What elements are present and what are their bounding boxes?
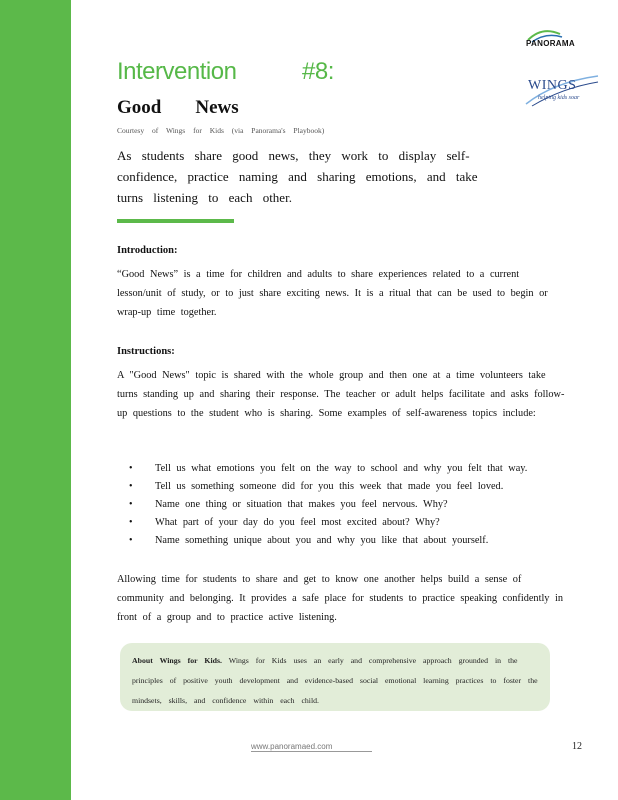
logo-group bbox=[522, 28, 602, 108]
wings-logo-tagline: helping kids soar bbox=[538, 95, 580, 101]
bullet-icon: • bbox=[129, 517, 133, 528]
page-title bbox=[117, 58, 334, 86]
instructions-heading: Instructions: bbox=[117, 346, 175, 357]
instructions-body: A "Good News" topic is shared with the whole group and then one at a time volunteers take turns standing up and sharing their response. The teacher or adult helps facilitate and asks follow-up questions to the student who is sharing. Some examples of self-awareness topics include: bbox=[117, 370, 565, 419]
topic-text: Name one thing or situation that makes you feel nervous. Why? bbox=[155, 499, 448, 510]
topic-text: Tell us something someone did for you this week that made you feel loved. bbox=[155, 481, 504, 492]
title-text: Intervention bbox=[117, 58, 237, 85]
bullet-icon: • bbox=[129, 481, 133, 492]
subtitle-word-2: News bbox=[195, 97, 239, 118]
topic-text: What part of your day do you feel most excited about? Why? bbox=[155, 517, 440, 528]
topic-text: Tell us what emotions you felt on the way to school and why you felt that way. bbox=[155, 463, 528, 474]
panorama-logo-text: PANORAMA bbox=[526, 39, 575, 48]
wings-logo bbox=[524, 74, 600, 108]
list-item bbox=[117, 514, 567, 532]
callout-text bbox=[132, 651, 542, 711]
topic-text: Name something unique about you and why you like that about yourself. bbox=[155, 535, 489, 546]
closing-paragraph: Allowing time for students to share and get to know one another helps build a sense of community and belonging. It provides a safe place for students to practice speaking confidently in front of a group and to practice active listening. bbox=[117, 574, 564, 623]
about-callout bbox=[120, 643, 550, 711]
footer-link[interactable]: www.panoramaed.com bbox=[251, 742, 372, 752]
callout-lead: About Wings for Kids. bbox=[132, 656, 222, 665]
page-number: 12 bbox=[572, 741, 582, 752]
bullet-icon: • bbox=[129, 535, 133, 546]
courtesy-note: Courtesy of Wings for Kids (via Panorama's Playbook) bbox=[117, 126, 325, 135]
wings-logo-text: WINGS bbox=[528, 78, 577, 93]
page-subtitle bbox=[117, 97, 239, 119]
bullet-icon: • bbox=[129, 499, 133, 510]
left-accent-bar bbox=[0, 0, 71, 800]
list-item bbox=[117, 478, 567, 496]
introduction-body: “Good News” is a time for children and adults to share experiences related to a current lesson/unit of study, or to just share exciting news. It is a ritual that can be used to begin or wrap-up time together. bbox=[117, 269, 548, 318]
panorama-logo bbox=[522, 28, 582, 58]
intervention-number: #8: bbox=[302, 58, 334, 85]
list-item bbox=[117, 460, 567, 478]
lead-paragraph: As students share good news, they work to display self-confidence, practice naming and sharing emotions, and take turns listening to each other. bbox=[117, 148, 478, 205]
bullet-icon: • bbox=[129, 463, 133, 474]
callout-body: Wings for Kids uses an early and comprehensive approach grounded in the principles of positive youth development and evidence-based social emotional learning practices to foster the mindsets, skills, and confidence within each child. bbox=[132, 656, 538, 705]
list-item bbox=[117, 496, 567, 514]
subtitle-word-1: Good bbox=[117, 97, 162, 118]
topic-list bbox=[117, 460, 567, 550]
introduction-heading: Introduction: bbox=[117, 245, 178, 256]
section-divider bbox=[117, 219, 234, 223]
list-item bbox=[117, 532, 567, 550]
